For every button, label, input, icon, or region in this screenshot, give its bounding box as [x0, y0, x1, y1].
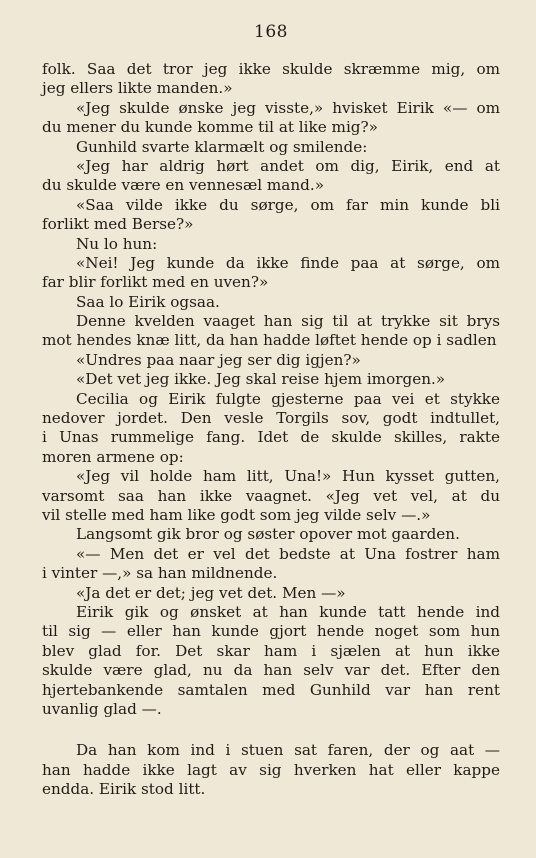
- paragraph: [42, 603, 500, 719]
- paragraph: [42, 196, 500, 235]
- text-line: «Ja det er det; jeg vet det. Men —»: [76, 583, 346, 602]
- text-line: nedover jordet. Den vesle Torgils sov, godt indtullet,: [42, 409, 500, 428]
- body-text: [42, 60, 500, 799]
- text-line: han hadde ikke lagt av sig hverken hat eller kappe: [42, 760, 500, 779]
- text-line: hjertebankende samtalen med Gunhild var han rent: [42, 680, 500, 699]
- paragraph: [42, 235, 500, 254]
- text-line: «Det vet jeg ikke. Jeg skal reise hjem imorgen.»: [76, 370, 446, 389]
- text-line: jeg ellers likte manden.»: [42, 79, 233, 98]
- paragraph: [42, 525, 500, 544]
- paragraph: [42, 390, 500, 468]
- text-line: vil stelle med ham like godt som jeg vilde selv —.»: [42, 505, 431, 524]
- text-line: «Saa vilde ikke du sørge, om far min kunde bli: [76, 195, 500, 214]
- text-line: Da han kom ind i stuen sat faren, der og aat —: [76, 741, 500, 760]
- text-line: i Unas rummelige fang. Idet de skulde skilles, rakte: [42, 428, 500, 447]
- text-line: «Undres paa naar jeg ser dig igjen?»: [76, 350, 361, 369]
- paragraph: [42, 138, 500, 157]
- paragraph: [42, 370, 500, 389]
- text-line: du skulde være en vennesæl mand.»: [42, 176, 324, 195]
- text-line: folk. Saa det tror jeg ikke skulde skræmme mig, om: [42, 60, 500, 78]
- text-line: skulde være glad, nu da han selv var det. Efter den: [42, 661, 500, 680]
- text-line: du mener du kunde komme til at like mig?»: [42, 118, 378, 137]
- text-line: Eirik gik og ønsket at han kunde tatt hende ind: [76, 602, 500, 621]
- text-line: «Jeg har aldrig hørt andet om dig, Eirik, end at: [76, 156, 500, 175]
- paragraph: [42, 584, 500, 603]
- text-line: mot hendes knæ litt, da han hadde løftet hende op i sadlen: [42, 331, 497, 350]
- paragraph: [42, 351, 500, 370]
- paragraph: [42, 60, 500, 99]
- paragraph: [42, 312, 500, 351]
- text-line: forlikt med Berse?»: [42, 215, 194, 234]
- text-line: endda. Eirik stod litt.: [42, 780, 206, 799]
- text-line: uvanlig glad —.: [42, 699, 162, 718]
- text-line: blev glad for. Det skar ham i sjælen at hun ikke: [42, 641, 500, 660]
- text-line: Langsomt gik bror og søster opover mot gaarden.: [76, 525, 460, 544]
- text-line: i vinter —,» sa han mildnende.: [42, 564, 278, 583]
- text-line: Nu lo hun:: [76, 234, 158, 253]
- text-line: far blir forlikt med en uven?»: [42, 273, 269, 292]
- text-line: Gunhild svarte klarmælt og smilende:: [76, 137, 368, 156]
- text-line: Denne kvelden vaaget han sig til at trykke sit brys: [76, 312, 500, 331]
- text-line: «Jeg skulde ønske jeg visste,» hvisket Eirik «— om: [76, 98, 500, 117]
- paragraph: [42, 467, 500, 525]
- page-number: 168: [254, 22, 288, 42]
- text-line: «Nei! Jeg kunde da ikke finde paa at sørge, om: [76, 253, 500, 272]
- paragraph: [42, 254, 500, 293]
- paragraph: [42, 157, 500, 196]
- text-line: «Jeg vil holde ham litt, Una!» Hun kysset gutten,: [76, 467, 500, 486]
- text-line: «— Men det er vel det bedste at Una fostrer ham: [76, 544, 500, 563]
- paragraph: [42, 741, 500, 799]
- text-line: Saa lo Eirik ogsaa.: [76, 292, 220, 311]
- text-line: Cecilia og Eirik fulgte gjesterne paa vei et stykke: [76, 389, 500, 408]
- text-line: til sig — eller han kunde gjort hende noget som hun: [42, 622, 500, 641]
- paragraph-spacer: [42, 719, 500, 741]
- text-line: moren armene op:: [42, 447, 184, 466]
- paragraph: [42, 545, 500, 584]
- text-line: varsomt saa han ikke vaagnet. «Jeg vet vel, at du: [42, 486, 500, 505]
- paragraph: [42, 99, 500, 138]
- paragraph: [42, 293, 500, 312]
